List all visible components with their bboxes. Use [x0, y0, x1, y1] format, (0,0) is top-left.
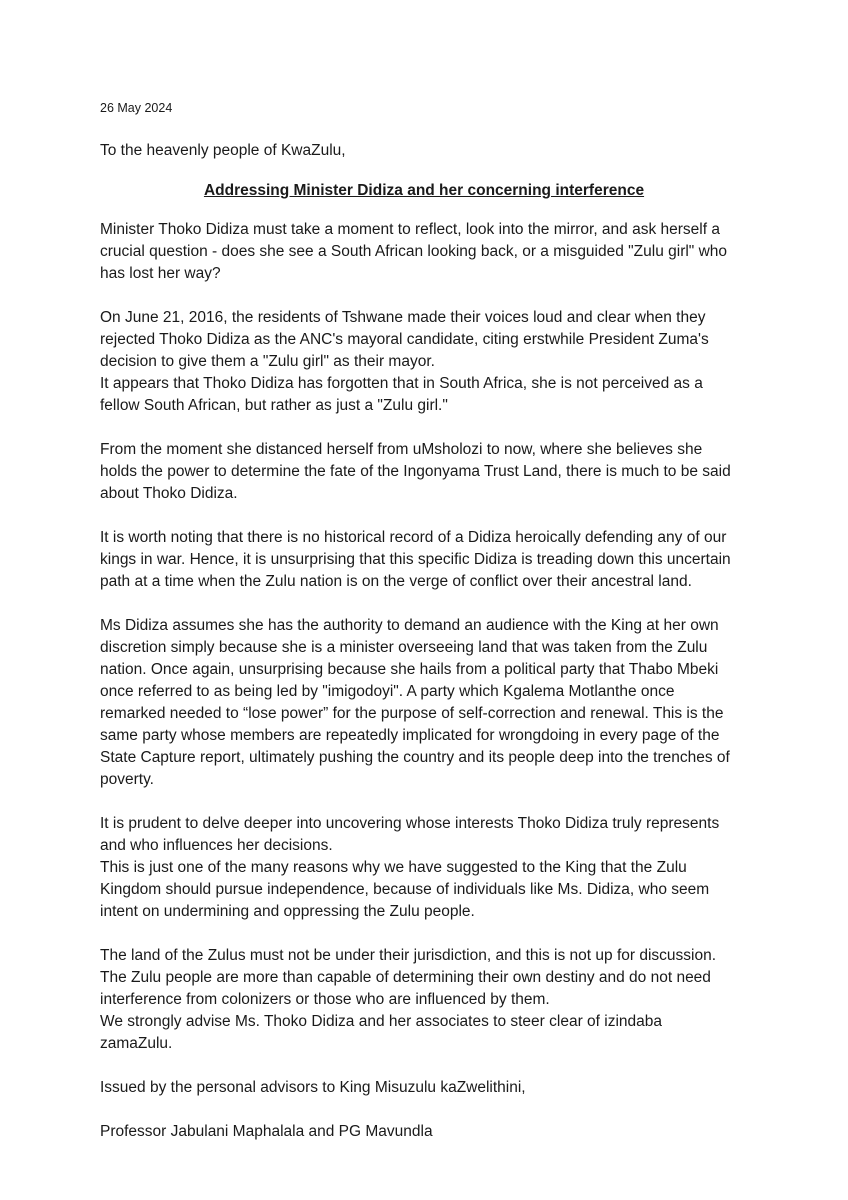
paragraph-line: It appears that Thoko Didiza has forgotten that in South Africa, she is not perceived as a — [100, 375, 703, 392]
paragraph-5 — [100, 615, 760, 791]
paragraph-line: Issued by the personal advisors to King Misuzulu kaZwelithini, — [100, 1079, 526, 1096]
paragraph-2 — [100, 307, 760, 417]
paragraph-line: We strongly advise Ms. Thoko Didiza and her associates to steer clear of izindaba — [100, 1013, 663, 1030]
letter-body — [100, 219, 760, 1165]
paragraph-1 — [100, 219, 760, 285]
paragraph-line: about Thoko Didiza. — [100, 485, 238, 502]
letter-title: Addressing Minister Didiza and her concerning interference — [203, 182, 645, 199]
paragraph-7 — [100, 945, 760, 1055]
paragraph-line: holds the power to determine the fate of the Ingonyama Trust Land, there is much to be said — [100, 463, 731, 480]
paragraph-line: remarked needed to “lose power” for the purpose of self-correction and renewal. This is the — [100, 705, 724, 722]
letter-date: 26 May 2024 — [100, 101, 173, 115]
paragraph-line: State Capture report, ultimately pushing the country and its people deep into the trenches of — [100, 749, 730, 766]
paragraph-line: has lost her way? — [100, 265, 221, 282]
paragraph-line: From the moment she distanced herself from uMsholozi to now, where she believes she — [100, 441, 703, 458]
salutation: To the heavenly people of KwaZulu, — [100, 142, 346, 159]
paragraph-4 — [100, 527, 760, 593]
paragraph-line: On June 21, 2016, the residents of Tshwane made their voices loud and clear when they — [100, 309, 706, 326]
paragraph-line: discretion simply because she is a minister overseeing land that was taken from the Zulu — [100, 639, 708, 656]
paragraph-line: rejected Thoko Didiza as the ANC's mayoral candidate, citing erstwhile President Zuma's — [100, 331, 709, 348]
paragraph-line: once referred to as being led by "imigodoyi". A party which Kgalema Motlanthe once — [100, 683, 675, 700]
paragraph-line: It is worth noting that there is no historical record of a Didiza heroically defending any of our — [100, 529, 727, 546]
paragraph-line: poverty. — [100, 771, 154, 788]
paragraph-line: The land of the Zulus must not be under their jurisdiction, and this is not up for discussion. — [100, 947, 717, 964]
paragraph-9 — [100, 1121, 760, 1143]
paragraph-line: The Zulu people are more than capable of determining their own destiny and do not need — [100, 969, 711, 986]
paragraph-line: nation. Once again, unsurprising because she hails from a political party that Thabo Mbeki — [100, 661, 719, 678]
paragraph-line: interference from colonizers or those who are influenced by them. — [100, 991, 550, 1008]
paragraph-8 — [100, 1077, 760, 1099]
paragraph-line: decision to give them a "Zulu girl" as their mayor. — [100, 353, 435, 370]
paragraph-line: crucial question - does she see a South African looking back, or a misguided "Zulu girl" who — [100, 243, 728, 260]
paragraph-6 — [100, 813, 760, 923]
paragraph-line: It is prudent to delve deeper into uncovering whose interests Thoko Didiza truly represents — [100, 815, 720, 832]
paragraph-3 — [100, 439, 760, 505]
paragraph-line: kings in war. Hence, it is unsurprising that this specific Didiza is treading down this uncertain — [100, 551, 731, 568]
paragraph-line: Professor Jabulani Maphalala and PG Mavundla — [100, 1123, 433, 1140]
paragraph-line: same party whose members are repeatedly implicated for wrongdoing in every page of the — [100, 727, 720, 744]
paragraph-line: zamaZulu. — [100, 1035, 173, 1052]
paragraph-line: This is just one of the many reasons why we have suggested to the King that the Zulu — [100, 859, 687, 876]
paragraph-line: path at a time when the Zulu nation is on the verge of conflict over their ancestral land. — [100, 573, 692, 590]
paragraph-line: Minister Thoko Didiza must take a moment to reflect, look into the mirror, and ask herself a — [100, 221, 720, 238]
paragraph-line: Kingdom should pursue independence, because of individuals like Ms. Didiza, who seem — [100, 881, 710, 898]
paragraph-line: intent on undermining and oppressing the Zulu people. — [100, 903, 475, 920]
paragraph-line: fellow South African, but rather as just a "Zulu girl." — [100, 397, 448, 414]
paragraph-line: and who influences her decisions. — [100, 837, 333, 854]
paragraph-line: Ms Didiza assumes she has the authority to demand an audience with the King at her own — [100, 617, 719, 634]
